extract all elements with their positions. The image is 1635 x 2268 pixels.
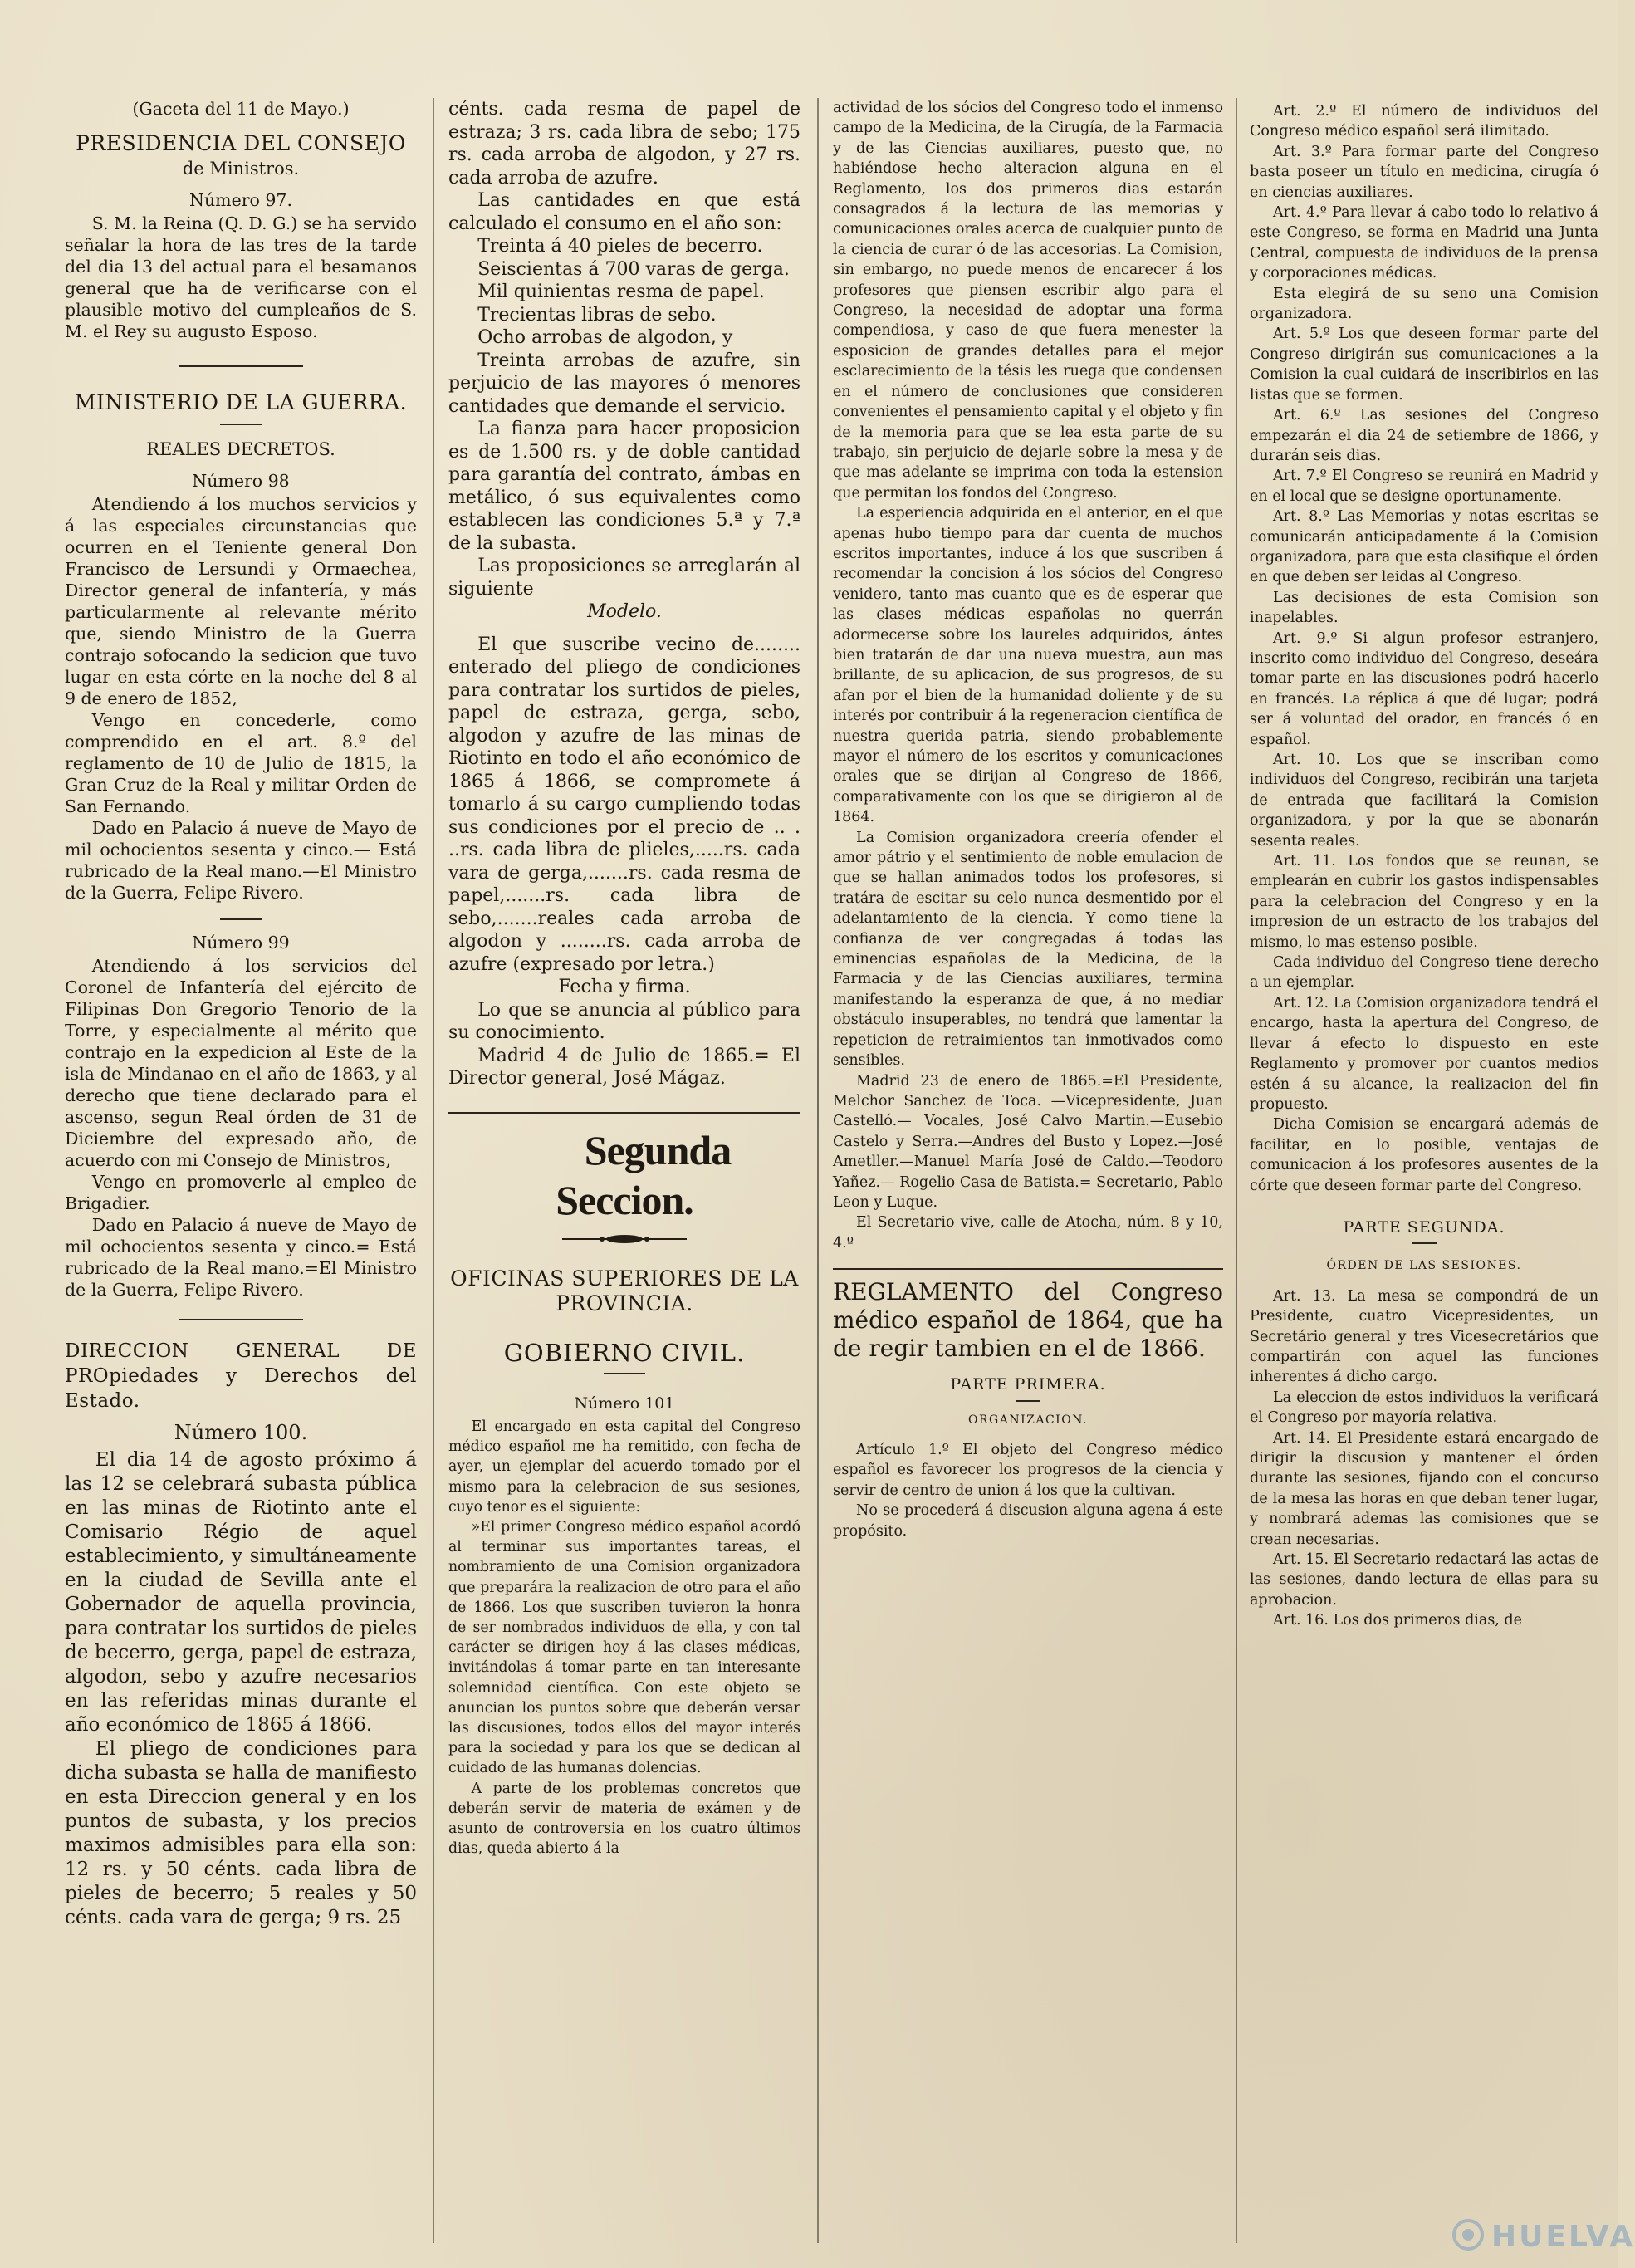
archive-stamp [1451,2215,1635,2256]
congreso-text: actividad de los sócios del Congreso todo el inmenso campo de la Medicina, de la Cirugía, de la Farmacia y de las Ciencias auxiliares, puesto que, no habiéndose hecho alteracion alguna en el Reglamento, los dos primeros dias estarán consagrados á la lectura de las memorias y comunicaciones orales acerca de cualquier punto de la ciencia de curar ó de las accesorias. La Comision, sin embargo, no puede menos de encarecer á los profesores que piensen escribir algo para el Congreso, la necesidad de adoptar una forma compendiosa, y caso de que fuera menester la esposicion de grandes detalles para el mejor esclarecimiento de la tésis les ruega que condensen en el número de conclusiones que consideren convenientes el pensamiento capital y el objeto y fin de la memoria para que se lea esta parte de su trabajo, sin perjuicio de dejarle sobre la mesa y de que mas adelante se imprima con toda la estension que permitan los fondos del Congreso. [833,100,1223,502]
article-98-text: Vengo en concederle, como comprendido en el art. 8.º del reglamento de 10 de Julio de 1815, la Gran Cruz de la Real y militar Orden de San Fernando. [65,710,417,816]
article-100-text: El dia 14 de agosto próximo á las 12 se celebrará subasta pública en las minas de Riotinto ante el Comisario Régio de aquel establecimiento, y simultáneamente en la ciudad de Sevilla ante el Gobernador de aquella provincia, para contratar los surtidos de pieles de becerro, gerga, papel de estraza, algodon, sebo y azufre necesarios en las referidas minas durante el año económico de 1865 á 1866. [65,1449,417,1736]
numero-101: Número 101 [574,1394,675,1413]
article-101-text: »El primer Congreso médico español acordó al terminar sus importantes tareas, el nombramiento de una Comision organizadora que preparára la realizacion de otro para el año de 1866. Los que suscriben tuvieron la honra de ser nombrados individuos de ella, y con tal carácter se dirigen hoy á las clases médicas, invitándolas á tomar parte en tan interesante solemnidad científica. Con este objeto se anuncian los puntos sobre que deberán versar las discusiones, todos ellos del mayor interés para la sociedad y para los que se dedican al cuidado de las humanas dolencias. [448,1519,800,1777]
column-1 [65,98,417,2248]
separator [179,365,303,367]
oficinas-title: OFICINAS SUPERIORES DE LA PROVINCIA. [450,1266,799,1315]
article-101-text: A parte de los problemas concretos que deberán servir de materia de exámen y de asunto de controversia en los cuatro últimos dias, queda abierto á la [448,1780,800,1858]
column-2 [448,98,800,2248]
column-rule [817,98,819,2243]
cantidades-item: Mil quinientas resma de papel. [477,282,765,302]
articulo-2: Art. 2.º El número de individuos del Congreso médico español será ilimitado. [1250,103,1598,140]
modelo-heading: Modelo. [587,601,662,622]
numero-98: Número 98 [192,471,290,491]
ornament-rule [562,1233,687,1245]
cantidades-text: Las cantidades en que está calculado el consumo en el año son: [448,190,800,234]
articulo-11-note: Cada individuo del Congreso tiene derecho a un ejemplar. [1250,954,1598,992]
secretario-address: El Secretario vive, calle de Atocha, núm. 8 y 10, 4.º [833,1214,1223,1252]
separator [179,1319,303,1320]
separator [833,1268,1223,1270]
cantidades-text: Treinta arrobas de azufre, sin perjuicio de las mayores ó menores cantidades que demande el servicio. [448,350,800,417]
organizacion-heading: ORGANIZACION. [968,1413,1088,1427]
ministerio-title: MINISTERIO DE LA GUERRA. [74,390,408,414]
articulo-10: Art. 10. Los que se inscriban como individuos del Congreso, recibirán una tarjeta de entrada que facilitará la Comision organizadora, y por la que se abonarán sesenta reales. [1250,752,1598,850]
articulo-6: Art. 6.º Las sesiones del Congreso empezarán el dia 24 de setiembre de 1866, y durarán seis dias. [1250,407,1598,464]
separator [220,424,262,425]
reglamento-title: REGLAMENTO del Congreso médico español de 1864, que ha de regir tambien en el de 1866. [833,1278,1223,1363]
stamp-text: HUELVA [1491,2220,1635,2254]
orden-sesiones-heading: ÓRDEN DE LAS SESIONES. [1326,1259,1522,1273]
cantidades-item: Trecientas libras de sebo. [477,304,717,326]
anuncia-text: Lo que se anuncia al público para su conocimiento. [448,999,800,1043]
articulo-7: Art. 7.º El Congreso se reunirá en Madrid y en el local que se designe oportunamente. [1250,468,1598,505]
numero-100: Número 100. [174,1421,308,1444]
separator [448,1112,800,1114]
articulo-13-note: La eleccion de estos individuos la verificará el Congreso por mayoría relativa. [1250,1389,1598,1427]
article-98-text: Atendiendo á los muchos servicios y á las especiales circunstancias que ocurren en el Teniente general Don Francisco de Lersundi y Ormaechea, Director general de infantería, y más particularmente al relevante mérito que, siendo Ministro de la Guerra contrajo sofocando la sedicion que tuvo lugar en esta córte en la noche del 8 al 9 de enero de 1852, [65,494,417,708]
articulo-13: Art. 13. La mesa se compondrá de un Presidente, cuatro Vicepresidentes, un Secretário general y tres Vicesecretários que compartirán con aquel las funciones inherentes á dicho cargo. [1250,1287,1598,1386]
gobierno-civil-title: GOBIERNO CIVIL. [503,1338,746,1367]
articulo-4-note: Esta elegirá de su seno una Comision organizadora. [1250,285,1598,323]
column-3 [833,98,1223,2248]
fecha-firma: Fecha y firma. [558,977,691,997]
separator [220,918,262,920]
separator [1016,1400,1040,1402]
cantidades-item: Ocho arrobas de algodon, y [477,327,733,348]
fianza-text: La fianza para hacer proposicion es de 1.500 rs. y de doble cantidad para garantía del contrato, ámbas en metálico, ó sus equivalentes como establecen las condiciones 5.ª y 7.ª de la subasta. [448,419,800,554]
articulo-1-note: No se procederá á discusion alguna agena á este propósito. [833,1502,1223,1540]
article-101-text: El encargado en esta capital del Congreso médico español me ha remitido, con fecha de ayer, un ejemplar del acuerdo tomado por el mismo para la celebracion de sus sesiones, cuyo tenor es el siguiente: [448,1418,800,1516]
numero-97: Número 97. [189,190,292,210]
presidencia-title: PRESIDENCIA DEL CONSEJO [76,131,406,155]
article-98-text: Dado en Palacio á nueve de Mayo de mil ochocientos sesenta y cinco.— Está rubricado de la Real mano.—El Ministro de la Guerra, Felipe Rivero. [65,818,417,903]
articulo-8: Art. 8.º Las Memorias y notas escritas se comunicarán anticipadamente á la Comision organizadora, para que esta clasifique el órden en que deben ser leidas al Congreso. [1250,508,1598,586]
stamp-icon [1451,2218,1485,2251]
articulo-8-note: Las decisiones de esta Comision son inapelables. [1250,589,1598,627]
column-rule [433,98,434,2243]
articulo-1: Artículo 1.º El objeto del Congreso médico español es favorecer los progresos de la ciencia y servir de centro de union á los que la cultivan. [833,1441,1223,1499]
madrid-signature: Madrid 4 de Julio de 1865.= El Director general, José Mágaz. [448,1045,800,1089]
gaceta-date: (Gaceta del 11 de Mayo.) [132,99,350,119]
parte-primera-heading: PARTE PRIMERA. [950,1375,1106,1394]
modelo-text: El que suscribe vecino de........ enterado del pliego de condiciones para contratar los surtidos de pieles, papel de estraza, gerga, sebo, algodon y azufre de las minas de Riotinto en todo el año económico de 1865 á 1866, se compromete á tomarlo á su cargo cumpliendo todas sus condiciones por el precio de .. . ..rs. cada libra de plieles,.....rs. cada vara de gerga,.......rs. cada resma de papel,.......rs. cada libra de sebo,.......reales cada arroba de algodon y ........rs. cada arroba de azufre (expresado por letra.) [448,634,800,975]
column-rule [1236,98,1237,2243]
articulo-12: Art. 12. La Comision organizadora tendrá el encargo, hasta la apertura del Congreso, de llevar á efecto lo dispuesto en este Reglamento y promover por cuantos medios estén á su alcance, la realizacion del fin propuesto. [1250,994,1598,1113]
congreso-text: La Comision organizadora creería ofender el amor pátrio y el sentimiento de noble emulacion de que se hallan animados todos los profesores, si tratára de escitar su celo nunca desmentido por el adelantamiento de la ciencia. Y como tiene la confianza de ver congregadas á todas las eminencias españolas de la Medicina, de la Farmacia y de las Ciencias auxiliares, termina manifestando la esperanza de que, á no mediar obstáculo insuperables, no tendrá que lamentar la repeticion de retraimientos tan inmotivados como sensibles. [833,829,1223,1070]
article-99-text: Atendiendo á los servicios del Coronel de Infantería del ejército de Filipinas Don Gregorio Tenorio de la Torre, y especialmente al mérito que contrajo en la expedicion al Este de la isla de Mindanao en el año de 1863, y al derecho que tiene declarado para el ascenso, segun Real órden de 31 de Diciembre del expresado año, de acuerdo con mi Consejo de Ministros, [65,956,417,1170]
congreso-text: La esperiencia adquirida en el anterior, en el que apenas hubo tiempo para dar cuenta de muchos escritos importantes, induce á los que suscriben á recomendar la concision á los sócios del Congreso venidero, tanto mas cuanto que es de esperar que las clases médicas españolas no querrán adormecerse sobre los laureles adquiridos, ántes bien tratarán de dar una nueva muestra, aun mas brillante, de su aplicacion, de sus progresos, de su afan por el bien de la humanidad doliente y de su interés por contribuir á la regeneracion científica de nuestra querida patria, siendo probablemente mayor el número de los escritos y comunicaciones orales que se dirijan al Congreso de 1866, comparativamente con los que se dirigieron al de 1864. [833,505,1223,826]
separator [1412,1242,1437,1244]
articulo-4: Art. 4.º Para llevar á cabo todo lo relativo á este Congreso, se forma en Madrid una Junta Central, compuesta de individuos de la prensa y corporaciones médicas. [1250,204,1598,282]
articulo-11: Art. 11. Los fondos que se reunan, se emplearán en cubrir los gastos indispensables para la celebracion del Congreso y en la impresion de un estracto de los trabajos del mismo, lo mas estenso posible. [1250,853,1598,951]
cantidades-item: Treinta á 40 pieles de becerro. [477,236,763,257]
proposiciones-text: Las proposiciones se arreglarán al siguiente [448,556,800,600]
articulo-16: Art. 16. Los dos primeros dias, de [1273,1612,1522,1629]
article-99-text: Vengo en promoverle al empleo de Brigadier. [65,1172,417,1213]
column-4 [1250,101,1598,2248]
cantidades-item: Seiscientas á 700 varas de gerga. [477,258,790,280]
numero-99: Número 99 [192,933,290,953]
segunda-seccion-title: Segunda Seccion. [556,1126,732,1223]
parte-segunda-heading: PARTE SEGUNDA. [1343,1217,1505,1237]
congreso-signatures: Madrid 23 de enero de 1865.=El Presidente, Melchor Sanchez de Toca. —Vicepresidente, Juan Castelló.— Vocales, José Calvo Martin.—Eusebio Castelo y Serra.—Andres del Busto y Lopez.—José Ametller.—Manuel María José de Caldo.—Teodoro Yañez.— Rogelio Casa de Batista.= Secretario, Pablo Leon y Luque. [833,1072,1223,1211]
reales-decretos-title: REALES DECRETOS. [146,439,335,459]
article-97-text: S. M. la Reina (Q. D. G.) se ha servido señalar la hora de las tres de la tarde del dia 13 del actual para el besamanos general que ha de verificarse con el plausible motivo del cumpleaños de S. M. el Rey su augusto Esposo. [65,213,417,341]
presidencia-subtitle: de Ministros. [182,159,300,179]
direccion-title: DIRECCION GENERAL DE PROpiedades y Derechos del Estado. [65,1340,417,1412]
article-100-text: El pliego de condiciones para dicha subasta se halla de manifiesto en esta Direccion general y en los puntos de subasta, y los precios maximos admisibles para ella son: 12 rs. y 50 cénts. cada libra de pieles de becerro; 5 reales y 50 cénts. cada vara de gerga; 9 rs. 25 [65,1738,417,1928]
article-99-text: Dado en Palacio á nueve de Mayo de mil ochocientos sesenta y cinco.= Está rubricado de la Real mano.=El Ministro de la Guerra, Felipe Rivero. [65,1215,417,1300]
articulo-15: Art. 15. El Secretario redactará las actas de las sesiones, dando lectura de ellas para su aprobacion. [1250,1551,1598,1609]
articulo-9: Art. 9.º Si algun profesor estranjero, inscrito como individuo del Congreso, deseára tomar parte en las discusiones podrá hacerlo en francés. La réplica á que dé lugar; podrá ser á voluntad del orador, en francés ó en español. [1250,629,1598,748]
articulo-3: Art. 3.º Para formar parte del Congreso basta poseer un título en medicina, cirugía ó en ciencias auxiliares. [1250,143,1598,201]
separator [604,1373,645,1374]
articulo-14: Art. 14. El Presidente estará encargado de dirigir la discusion y mantener el órden durante las sesiones, fijando con el concurso de la mesa las horas en que deban tener lugar, y nombrará ademas las comisiones que se crean necesarias. [1250,1429,1598,1548]
article-100-continued: cénts. cada resma de papel de estraza; 3 rs. cada libra de sebo; 175 rs. cada arroba de algodon, y 27 rs. cada arroba de azufre. [448,99,800,189]
articulo-5: Art. 5.º Los que deseen formar parte del Congreso dirigirán sus comunicaciones a la Comision la cual cuidará de inscribirlos en las listas que se formen. [1250,326,1598,404]
articulo-12-note: Dicha Comision se encargará además de facilitar, en lo posible, ventajas de comunicacion á los profesores ausentes de la córte que deseen formar parte del Congreso. [1250,1116,1598,1194]
